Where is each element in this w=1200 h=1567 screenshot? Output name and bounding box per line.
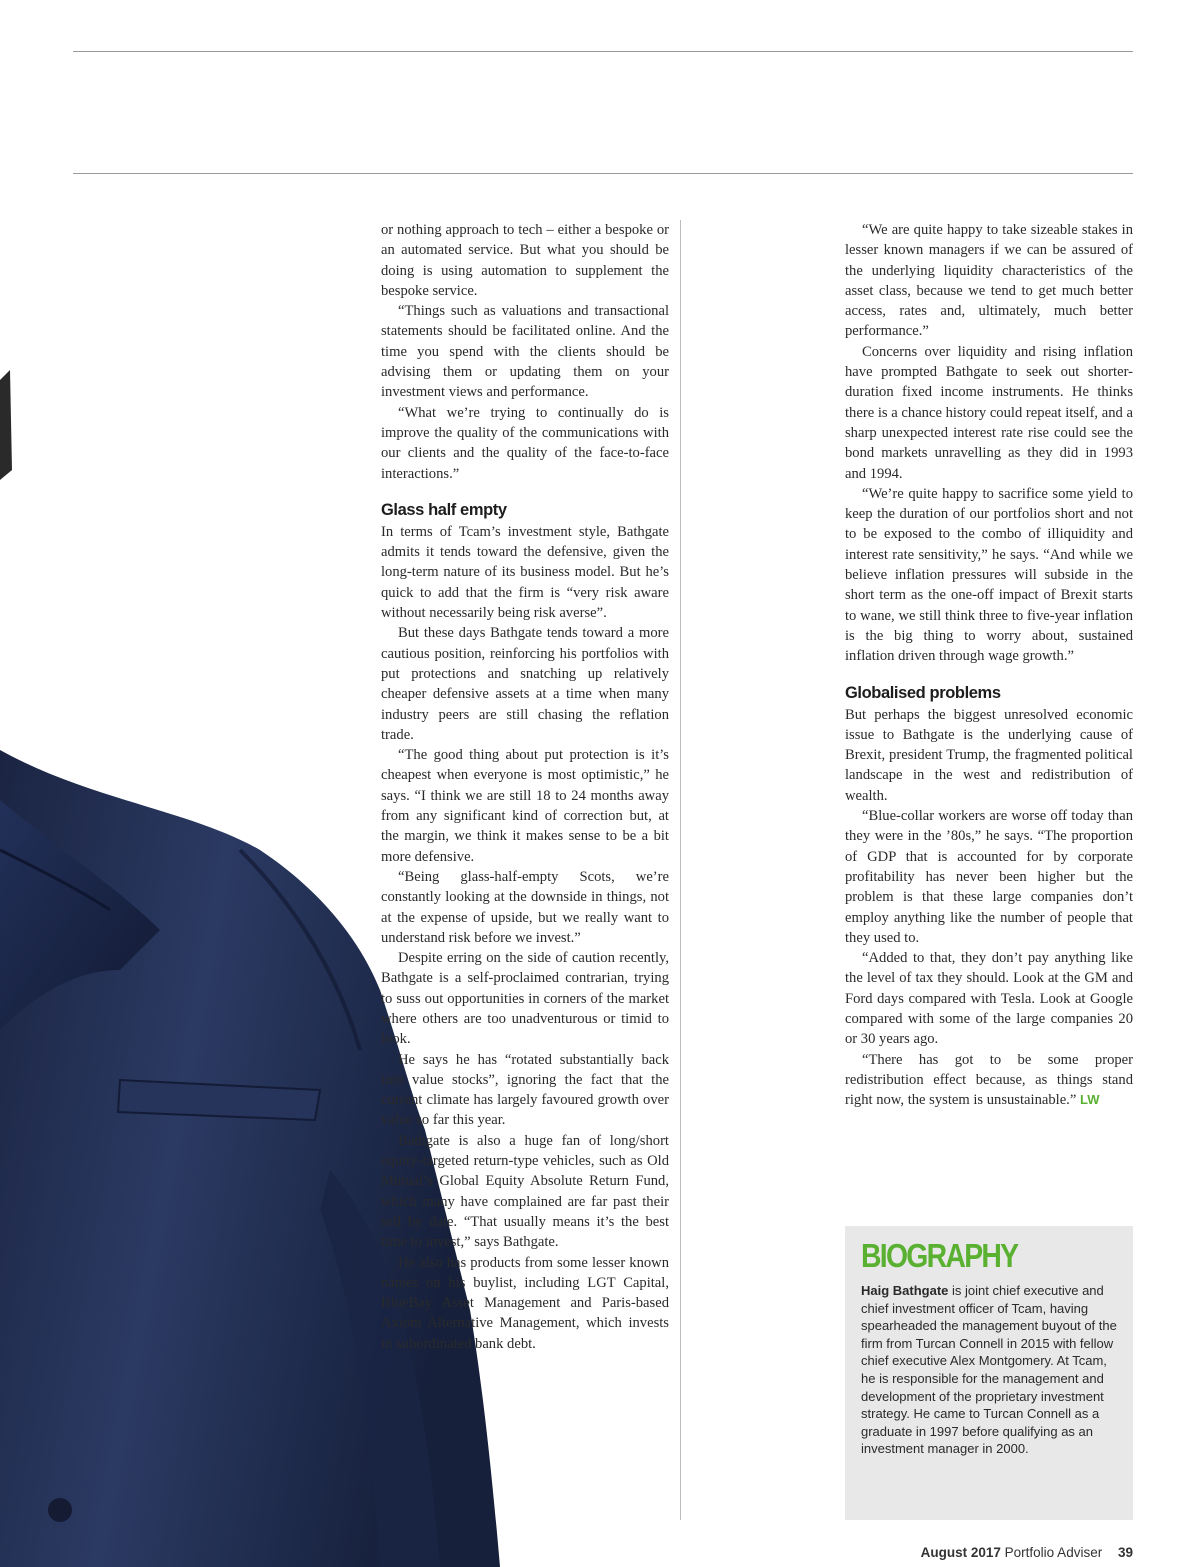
paragraph: “Being glass-half-empty Scots, we’re constantly looking at the downside in things, not at the expense of upside, but we really want to understand risk before we invest.”	[381, 868, 669, 946]
paragraph: “Blue-collar workers are worse off today than they were in the ’80s,” he says. “The proportion of GDP that is accounted for by corporate profitability has never been higher but the problem is that these large companies don’t employ anything like the number of people that they used to.	[845, 808, 1133, 946]
paragraph-last	[845, 1050, 1133, 1111]
paragraph: But these days Bathgate tends toward a more cautious position, reinforcing his portfolios with put protections and snatching up relatively cheaper defensive assets at a time when many industry peers are still chasing the reflation trade.	[381, 625, 669, 743]
column-divider	[680, 220, 681, 1520]
paragraph: or nothing approach to tech – either a bespoke or an automated service. But what you should be doing is using automation to supplement the bespoke service.	[381, 222, 669, 299]
footer-publication: Portfolio Adviser	[1004, 1545, 1103, 1560]
paragraph: He says he has “rotated substantially back into value stocks”, ignoring the fact that the current climate has largely favoured growth over value so far this year.	[381, 1051, 669, 1129]
paragraph: “Things such as valuations and transactional statements should be facilitated online. And the time you spend with the clients should be advising them or updating them on your investment views and performance.	[381, 303, 669, 401]
top-rule	[73, 51, 1133, 52]
paragraph: “We are quite happy to take sizeable stakes in lesser known managers if we can be assured of the underlying liquidity characteristics of the asset class, because we tend to get much better access, rates and, ultimately, much better performance.”	[845, 222, 1133, 340]
paragraph: “What we’re trying to continually do is improve the quality of the communications with our clients and the quality of the face-to-face interactions.”	[381, 404, 669, 482]
paragraph: “We’re quite happy to sacrifice some yield to keep the duration of our portfolios short and not to be exposed to the combo of illiquidity and interest rate sensitivity,” he says. “And while we believe inflation pressures will subside in the short term as the one-off impact of Brexit starts to wane, we still think three to five-year inflation is the big thing to worry about, sustained inflation driven through wage growth.”	[845, 485, 1133, 665]
article-column-right	[845, 220, 1133, 1110]
paragraph: “The good thing about put protection is it’s cheapest when everyone is most optimistic,” he says. “I think we are still 18 to 24 months away from any significant kind of correction but, at the margin, we think it makes sense to be a bit more defensive.	[381, 747, 669, 865]
page-number: 39	[1117, 1545, 1133, 1560]
paragraph: Bathgate is also a huge fan of long/short equity-targeted return-type vehicles, such as Old Mutual’s Global Equity Absolute Return Fund, which many have complained are far past their sell by date. “That usually means it’s the best time to invest,” says Bathgate.	[381, 1132, 669, 1251]
paragraph: Despite erring on the side of caution recently, Bathgate is a self-proclaimed contrarian, trying to suss out opportunities in corners of the market where others are too unadventurous or timid to look.	[381, 950, 669, 1048]
paragraph: But perhaps the biggest unresolved economic issue to Bathgate is the underlying cause of Brexit, president Trump, the fragmented political landscape in the west and redistribution of wealth.	[845, 706, 1133, 804]
section-heading: Glass half empty	[381, 500, 507, 519]
author-signature: LW	[1079, 1092, 1100, 1108]
header-rule	[73, 173, 1133, 174]
biography-text	[861, 1282, 1117, 1458]
paragraph: Concerns over liquidity and rising inflation have prompted Bathgate to seek out shorter-duration fixed income instruments. He thinks there is a chance history could repeat itself, and a sharp unexpected interest rate rise could see the bond markets unravelling as they did in 1993 and 1994.	[845, 343, 1133, 482]
paragraph: “Added to that, they don’t pay anything like the level of tax they should. Look at the GM and Ford days compared with Tesla. Look at Google compared with some of the large companies 20 or 30 years ago.	[845, 950, 1133, 1048]
footer-date: August 2017	[920, 1545, 1001, 1560]
paragraph-text: “There has got to be some proper redistribution effect because, as things stand right now, the system is unsustainable.”	[845, 1051, 1133, 1109]
biography-body: is joint chief executive and chief investment officer of Tcam, having spearheaded the management buyout of the firm from Turcan Connell in 2015 with fellow chief executive Alex Montgomery. At Tcam, he is responsible for the management and development of the proprietary investment strategy. He came to Turcan Connell as a graduate in 1997 before qualifying as an investment manager in 2000.	[861, 1283, 1117, 1457]
page-footer	[921, 1545, 1133, 1560]
paragraph: In terms of Tcam’s investment style, Bathgate admits it tends toward the defensive, given the long-term nature of its business model. But he’s quick to add that the firm is “very risk aware without necessarily being risk averse”.	[381, 523, 669, 622]
section-heading: Globalised problems	[845, 683, 1001, 702]
biography-name: Haig Bathgate	[861, 1283, 949, 1298]
biography-box	[845, 1226, 1133, 1520]
article-column-left	[381, 220, 669, 1354]
biography-title: BIOGRAPHY	[861, 1237, 1018, 1274]
paragraph: He also has products from some lesser known names on his buylist, including LGT Capital, BlueBay Asset Management and Paris-based Axiom Alternative Management, which invests in subordinated bank debt.	[381, 1254, 669, 1352]
